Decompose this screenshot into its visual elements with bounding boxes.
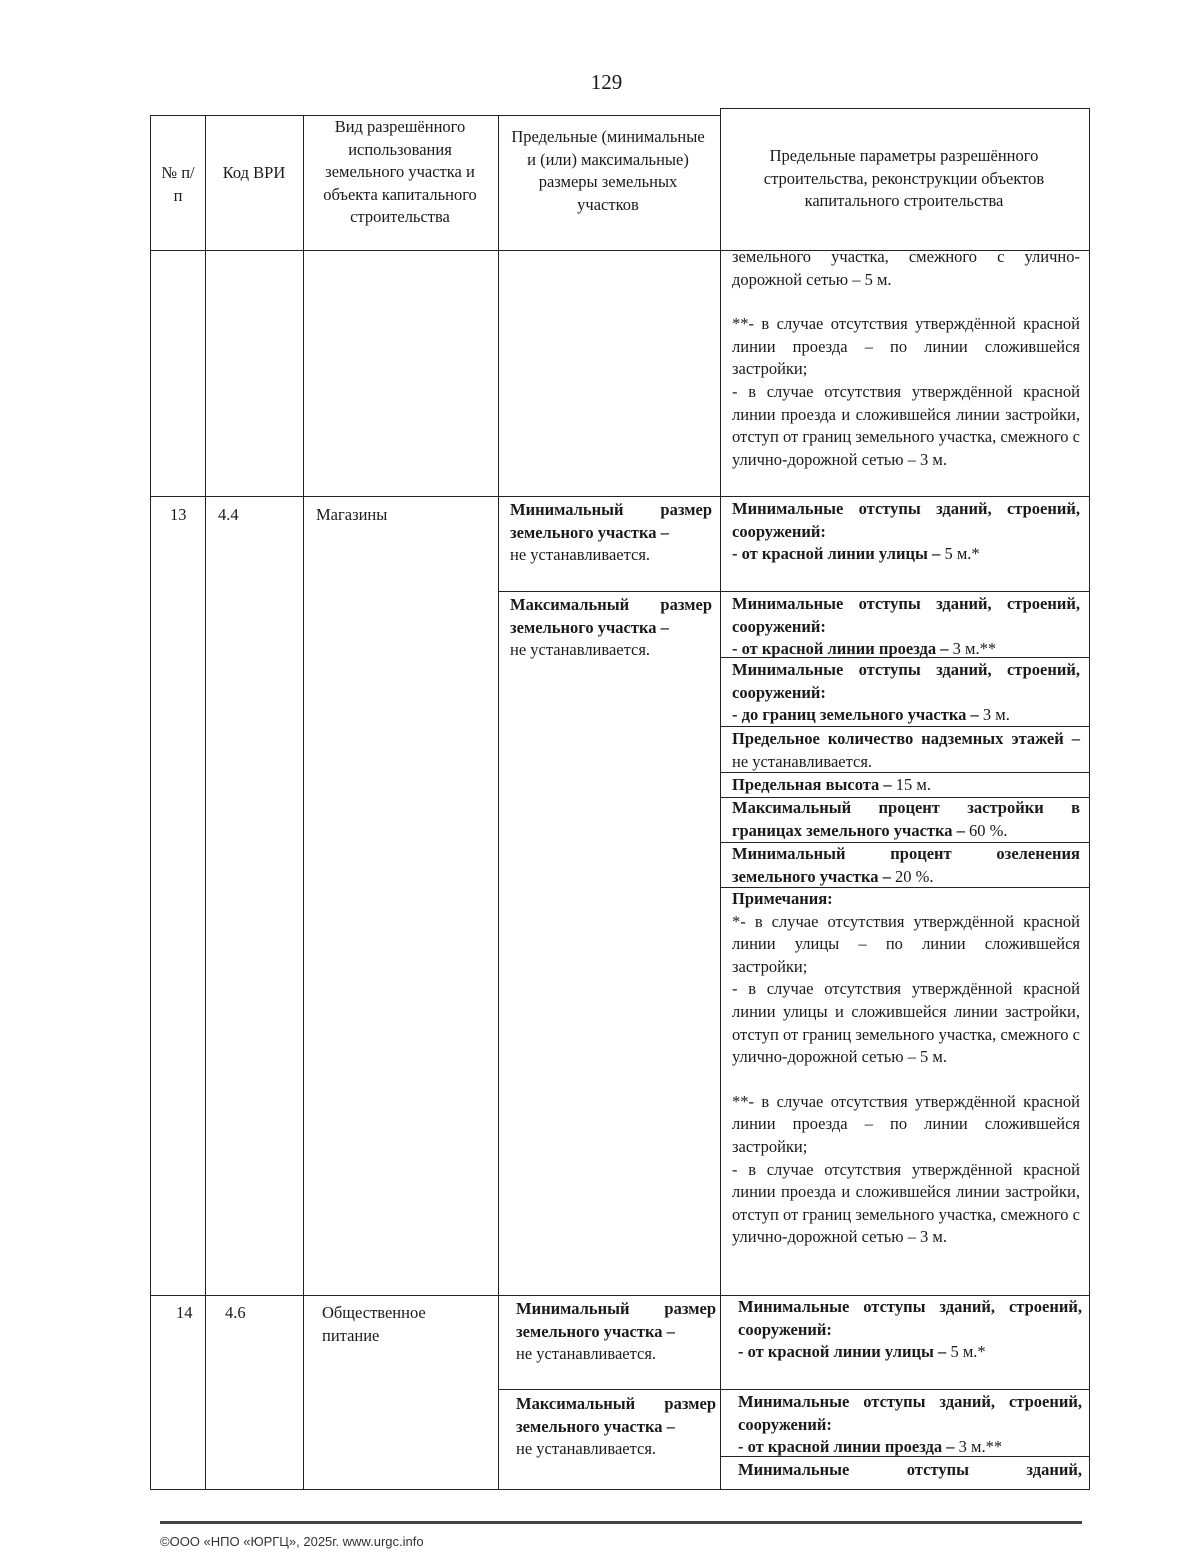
continuation-text [732, 246, 1080, 471]
notes [732, 888, 1080, 1249]
height-limit-label: Предельная высота – [732, 775, 892, 794]
setback-street-label: - от красной линии улицы – [732, 544, 941, 564]
setback-street-title: Минимальные отступы зданий, строений, сооружений: [738, 1297, 1082, 1339]
setback-passage-value: 3 м.** [958, 1437, 1003, 1457]
table-border-right [1089, 108, 1090, 1490]
floors-limit-value: не устанавливается. [732, 751, 873, 771]
floors-limit [732, 728, 1080, 773]
coverage-limit-label: Максимальный процент застройки в границах земельного участка – [732, 798, 1080, 840]
header-plot-size: Предельные (минимальные и (или) максимальные) размеры земельных участков [511, 127, 705, 214]
continuation-paragraph: **- в случае отсутствия утверждённой красной линии проезда – по линии сложившейся застройки; [732, 314, 1080, 379]
min-plot-size-value: не устанавливается. [516, 1344, 657, 1364]
row-code: 4.4 [218, 505, 239, 524]
setback-street [738, 1296, 1082, 1364]
min-plot-size [516, 1298, 716, 1366]
coverage-limit-value: 60 %. [969, 820, 1008, 840]
column-divider [205, 115, 206, 1490]
note: - в случае отсутствия утверждённой красной линии проезда и сложившейся линии застройки, отступ от границ земельного участка, смежного с улично-дорожной сетью – 3 м. [732, 1159, 1080, 1247]
setback-border-value: 3 м. [982, 705, 1010, 725]
header-parameters: Предельные параметры разрешённого строительства, реконструкции объектов капитального строительства [763, 146, 1045, 211]
column-divider [303, 115, 304, 1490]
max-plot-size-label: Максимальный размер земельного участка – [516, 1394, 716, 1436]
cell-divider [498, 591, 1090, 592]
row-number: 14 [176, 1303, 193, 1322]
floors-limit-label: Предельное количество надземных этажей – [732, 729, 1080, 748]
column-divider [720, 108, 721, 1490]
greening-limit-label: Минимальный процент озеленения земельного участка – [732, 844, 1080, 886]
notes-title: Примечания: [732, 889, 833, 908]
max-plot-size [516, 1393, 716, 1461]
row-divider [150, 496, 1090, 497]
setback-street-value: 5 м.* [944, 544, 980, 564]
height-limit [732, 774, 1080, 797]
note: - в случае отсутствия утверждённой красной линии улицы и сложившейся линии застройки, отступ от границ земельного участка, смежного с улично-дорожной сетью – 5 м. [732, 979, 1080, 1067]
row-permitted-use: Магазины [316, 505, 388, 524]
max-plot-size-value: не устанавливается. [510, 640, 651, 660]
setback-street-value: 5 м.* [950, 1342, 986, 1362]
max-plot-size [510, 594, 712, 662]
min-plot-size-value: не устанавливается. [510, 545, 651, 565]
greening-limit-value: 20 %. [894, 866, 934, 886]
setback-passage-title: Минимальные отступы зданий, строений, сооружений: [732, 594, 1080, 636]
table-border-left [150, 115, 151, 1490]
table-border-bottom [150, 1489, 1090, 1490]
min-plot-size [510, 499, 712, 567]
height-limit-value: 15 м. [895, 775, 931, 794]
setback-street-title: Минимальные отступы зданий, строений, сооружений: [732, 499, 1080, 541]
continuation-paragraph: земельного участка, смежного с улично-дорожной сетью – 5 м. [732, 247, 1080, 289]
min-plot-size-label: Минимальный размер земельного участка – [510, 500, 712, 542]
column-divider [498, 115, 499, 1490]
footer-rule [160, 1521, 1082, 1524]
coverage-limit [732, 797, 1080, 842]
footer-text: ©ООО «НПО «ЮРГЦ», 2025г. www.urgc.info [160, 1534, 424, 1549]
min-plot-size-label: Минимальный размер земельного участка – [516, 1299, 716, 1341]
setback-border [732, 659, 1080, 727]
setback-passage-value: 3 м.** [952, 639, 997, 659]
setback-street-label: - от красной линии улицы – [738, 1342, 947, 1362]
setback-passage [732, 593, 1080, 661]
greening-limit [732, 843, 1080, 888]
setback-passage-title: Минимальные отступы зданий, строений, сооружений: [738, 1392, 1082, 1434]
max-plot-size-value: не устанавливается. [516, 1439, 657, 1459]
row-permitted-use: Общественное питание [322, 1303, 426, 1345]
header-number: № п/п [161, 163, 195, 205]
setback-border-title: Минимальные отступы зданий, строений, сооружений: [732, 660, 1080, 702]
header-permitted-use: Вид разрешённого использования земельного участка и объекта капитального строительства [323, 117, 477, 227]
continuation-paragraph: - в случае отсутствия утверждённой красной линии проезда и сложившейся линии застройки, отступ от границ земельного участка, смежного с улично-дорожной сетью – 3 м. [732, 381, 1080, 469]
max-plot-size-label: Максимальный размер земельного участка – [510, 595, 712, 637]
note: **- в случае отсутствия утверждённой красной линии проезда – по линии сложившейся застройки; [732, 1091, 1080, 1156]
header-code: Код ВРИ [222, 163, 286, 182]
setback-passage [738, 1391, 1082, 1459]
note: *- в случае отсутствия утверждённой красной линии улицы – по линии сложившейся застройки; [732, 911, 1080, 976]
table-border-top [720, 108, 1090, 109]
cell-divider [498, 1389, 1090, 1390]
setback-street [732, 498, 1080, 566]
setback-passage-label: - от красной линии проезда – [738, 1437, 955, 1457]
row-code: 4.6 [225, 1303, 246, 1322]
row-number: 13 [170, 505, 187, 524]
page-number: 129 [590, 70, 623, 94]
setback-border-label: - до границ земельного участка – [732, 705, 979, 725]
setback-passage-label: - от красной линии проезда – [732, 639, 949, 659]
setback-next-title: Минимальные отступы зданий, [738, 1460, 1082, 1479]
